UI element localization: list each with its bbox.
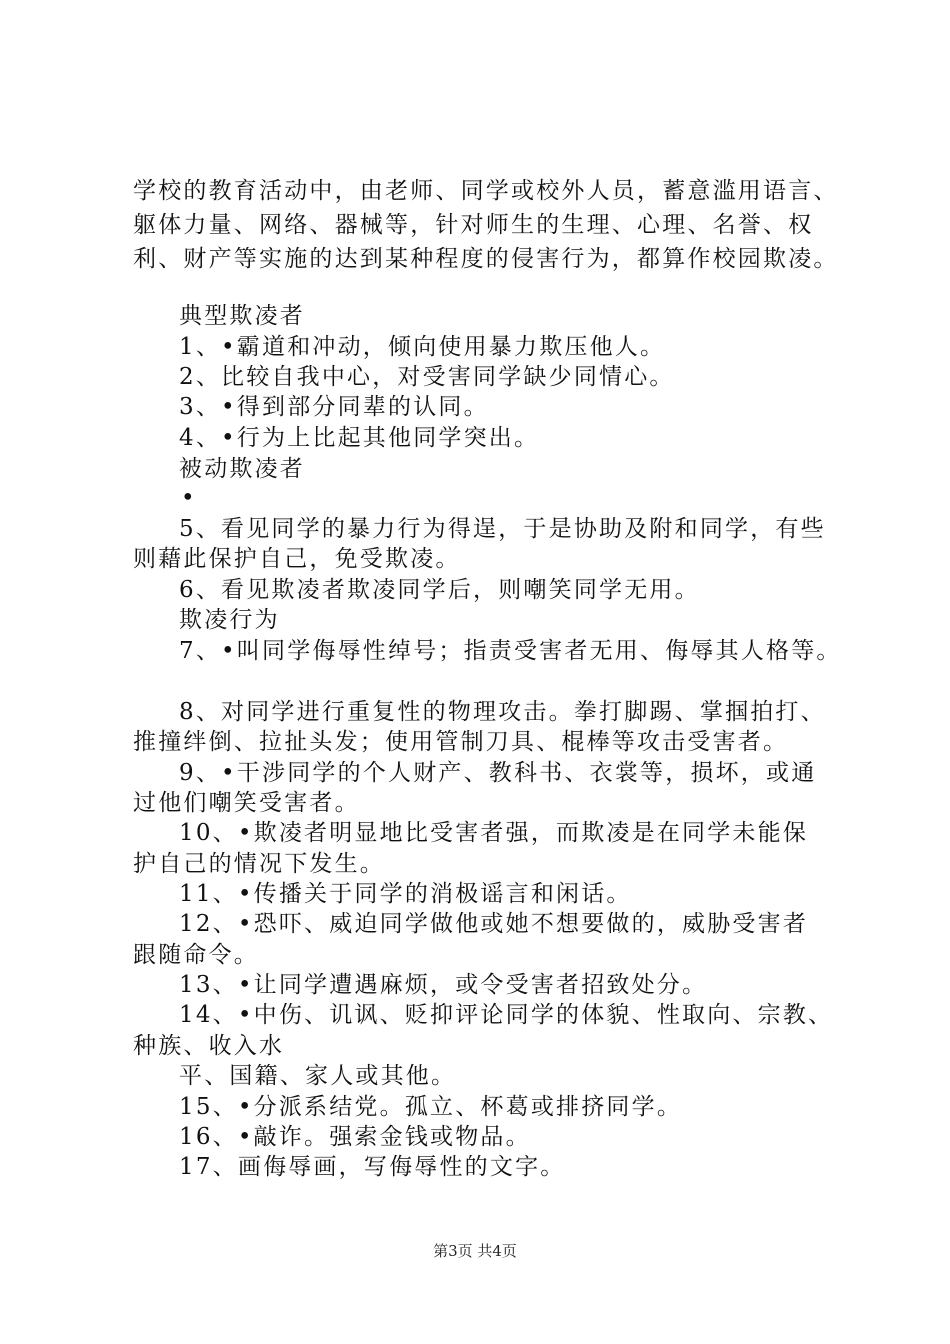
list-item: 6、看见欺凌者欺凌同学后，则嘲笑同学无用。 [179, 577, 700, 603]
list-item: 9、•干涉同学的个人财产、教科书、衣裳等，损坏，或通 [179, 760, 817, 786]
list-item-continuation: 过他们嘲笑受害者。 [133, 790, 360, 816]
list-item-continuation: 平、国籍、家人或其他。 [179, 1063, 457, 1089]
list-item-continuation: 种族、收入水 [133, 1033, 285, 1059]
list-item-continuation: 护自己的情况下发生。 [133, 851, 385, 877]
list-item: 7、•叫同学侮辱性绰号；指责受害者无用、侮辱其人格等。 [179, 638, 842, 664]
list-item: 4、•行为上比起其他同学突出。 [179, 425, 540, 451]
list-item: 16、•敲诈。强索金钱或物品。 [179, 1124, 531, 1150]
bullet-marker: • [181, 485, 197, 511]
page-footer: 第3页 共4页 [433, 1242, 517, 1260]
list-item: 14、•中伤、讥讽、贬抑评论同学的体貌、性取向、宗教、 [179, 1002, 834, 1028]
list-item: 5、看见同学的暴力行为得逞，于是协助及附和同学，有些 [179, 516, 826, 542]
list-item: 3、•得到部分同辈的认同。 [179, 394, 489, 420]
list-item-continuation: 跟随命令。 [133, 942, 259, 968]
list-item: 10、•欺凌者明显地比受害者强，而欺凌是在同学未能保 [179, 820, 809, 846]
list-item: 11、•传播关于同学的消极谣言和闲话。 [179, 881, 632, 907]
section-heading: 欺凌行为 [179, 607, 280, 633]
section-heading: 被动欺凌者 [179, 456, 305, 482]
list-item: 13、•让同学遭遇麻烦，或令受害者招致处分。 [179, 972, 708, 998]
list-item-continuation: 推撞绊倒、拉扯头发；使用管制刀具、棍棒等攻击受害者。 [133, 729, 789, 755]
list-item: 15、•分派系结党。孤立、杯葛或排挤同学。 [179, 1094, 683, 1120]
list-item: 17、画侮辱画，写侮辱性的文字。 [179, 1154, 566, 1180]
list-item: 1、•霸道和冲动，倾向使用暴力欺压他人。 [179, 334, 666, 360]
list-item: 8、对同学进行重复性的物理攻击。拳打脚踢、掌掴拍打、 [179, 699, 826, 725]
section-heading: 典型欺凌者 [179, 303, 305, 329]
body-text-line: 躯体力量、网络、器械等，针对师生的生理、心理、名誉、权 [133, 212, 814, 238]
list-item: 12、•恐吓、威迫同学做他或她不想要做的，威胁受害者 [179, 911, 809, 937]
body-text-line: 学校的教育活动中，由老师、同学或校外人员，蓄意滥用语言、 [133, 178, 839, 204]
body-text-line: 利、财产等实施的达到某种程度的侵害行为，都算作校园欺凌。 [133, 246, 839, 272]
list-item-continuation: 则藉此保护自己，免受欺凌。 [133, 546, 461, 572]
list-item: 2、比较自我中心，对受害同学缺少同情心。 [179, 364, 675, 390]
